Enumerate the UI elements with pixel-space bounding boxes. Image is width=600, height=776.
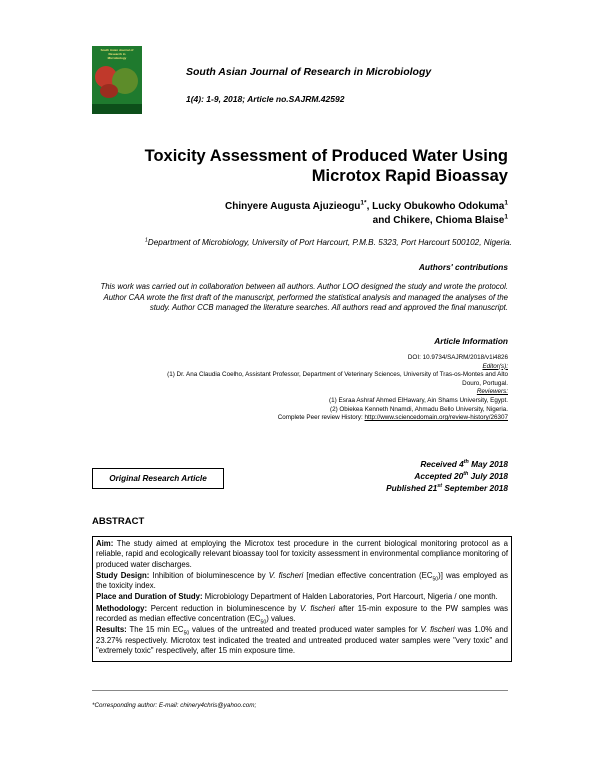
received-sup: th xyxy=(463,459,469,466)
ec-subscript: 50 xyxy=(260,619,267,626)
abstract-methodology xyxy=(96,604,508,625)
received-date xyxy=(386,458,508,470)
cover-footer-strip xyxy=(92,104,142,114)
ec-subscript: 50 xyxy=(183,630,190,637)
review-history xyxy=(88,414,508,423)
published-rest: September 2018 xyxy=(442,483,508,493)
affiliation-sup: 1 xyxy=(144,237,148,244)
article-info-block xyxy=(88,354,508,423)
author-line xyxy=(88,214,508,228)
ec-subscript: 50 xyxy=(432,576,439,583)
abstract-aim xyxy=(96,539,508,570)
title-line: Toxicity Assessment of Produced Water Using xyxy=(144,147,508,165)
method-text: ) values. xyxy=(266,614,296,624)
reviewers-label: Reviewers: xyxy=(476,388,508,396)
species-name: V. fischeri xyxy=(268,570,304,580)
title-line: Microtox Rapid Bioassay xyxy=(311,167,508,185)
contributions-text: This work was carried out in collaboration between all authors. Author LOO designed the study and wrote the protocol. Author CAA wrote the first draft of the manuscript, performed the statistical analysis and managed the analyses of the study. Author CCB managed the literature searches. All authors read and approved the final manuscript. xyxy=(100,282,508,312)
author-list xyxy=(88,200,508,228)
received-rest: May 2018 xyxy=(468,459,508,469)
affiliation-text: Department of Microbiology, University of Port Harcourt, P.M.B. 5323, Port Harcourt 500102, Nigeria. xyxy=(147,238,512,247)
results-text: The 15 min EC xyxy=(126,625,184,635)
design-label: Study Design: xyxy=(96,570,150,580)
accepted-label: Accepted 20 xyxy=(414,471,464,481)
place-label: Place and Duration of Study: xyxy=(96,592,203,602)
accepted-date xyxy=(386,470,508,482)
place-text: Microbiology Department of Halden Laboratories, Port Harcourt, Nigeria / one month. xyxy=(202,592,498,602)
aim-label: Aim: xyxy=(96,539,114,548)
abstract-box xyxy=(92,536,512,662)
cover-title-line: Microbiology xyxy=(107,56,127,60)
published-sup: st xyxy=(437,483,443,490)
affiliation xyxy=(92,238,512,247)
article-info-heading: Article Information xyxy=(434,336,508,346)
contributions-heading: Authors' contributions xyxy=(418,262,508,272)
design-text: [median effective concentration (EC xyxy=(303,570,433,580)
journal-name: South Asian Journal of Research in Microbiology xyxy=(186,66,432,78)
issue-info: 1(4): 1-9, 2018; Article no.SAJRM.42592 xyxy=(186,94,345,104)
author-name: and Chikere, Chioma Blaise xyxy=(372,215,505,226)
abstract-heading: ABSTRACT xyxy=(92,516,145,527)
abstract-results xyxy=(96,625,508,656)
editor-entry: (1) Dr. Ana Claudia Coelho, Assistant Professor, Department of Veterinary Sciences, University of Tras-os-Montes and Alto xyxy=(167,371,508,379)
author-line xyxy=(88,200,508,214)
corresponding-author-footnote: *Corresponding author: E-mail: chinery4chris@yahoo.com; xyxy=(92,702,257,709)
cover-title-line: South Asian Journal of xyxy=(100,48,134,52)
editors-label: Editor(s): xyxy=(482,362,508,370)
author-sup: 1* xyxy=(360,199,367,207)
cover-image-blob xyxy=(100,84,118,98)
design-text: )] was employed as the toxicity index. xyxy=(96,570,508,591)
article-type-box: Original Research Article xyxy=(92,468,224,489)
author-name: , Lucky Obukowho Odokuma xyxy=(366,201,505,212)
journal-cover-thumbnail xyxy=(92,46,142,114)
results-text: values of the untreated and treated produced water samples for xyxy=(189,625,421,635)
publication-dates xyxy=(386,458,508,494)
review-history-label: Complete Peer review History: xyxy=(277,414,365,422)
method-text: after 15-min exposure to the PW samples was recorded as median effective concentration (EC xyxy=(96,603,509,624)
accepted-sup: th xyxy=(463,471,469,478)
review-history-link[interactable]: http://www.sciencedomain.org/review-history/26307 xyxy=(364,414,508,422)
author-sup: 1 xyxy=(504,199,508,207)
footnote-divider xyxy=(92,690,508,691)
reviewer-entry: (1) Esraa Ashraf Ahmed ElHawary, Ain Shams University, Egypt. xyxy=(329,396,508,404)
cover-title-line: Research in xyxy=(108,52,126,56)
editor-entry-cont: Douro, Portugal. xyxy=(462,379,508,387)
published-date xyxy=(386,482,508,494)
method-text: Percent reduction in bioluminescence by xyxy=(147,603,300,613)
doi: DOI: 10.9734/SAJRM/2018/v1i4826 xyxy=(407,354,508,361)
species-name: V. fischeri xyxy=(420,625,455,635)
results-text: was 1.0% and 23.27% respectively. Microtox test indicated the treated and untreated produced water samples were "very toxic" and "extremely toxic" respectively, after 15 min exposure time. xyxy=(96,625,508,655)
author-name: Chinyere Augusta Ajuzieogu xyxy=(225,201,361,212)
method-label: Methodology: xyxy=(96,603,148,613)
reviewer-entry: (2) Obiekea Kenneth Nnamdi, Ahmadu Bello University, Nigeria. xyxy=(329,405,508,413)
species-name: V. fischeri xyxy=(299,603,336,613)
design-text: Inhibition of bioluminescence by xyxy=(149,570,269,580)
abstract-design xyxy=(96,571,508,592)
published-label: Published 21 xyxy=(386,483,438,493)
author-sup: 1 xyxy=(504,213,508,221)
paper-title xyxy=(108,146,508,186)
abstract-place xyxy=(96,592,508,602)
results-label: Results: xyxy=(96,625,127,635)
received-label: Received 4 xyxy=(420,459,464,469)
accepted-rest: July 2018 xyxy=(468,471,508,481)
aim-text: The study aimed at employing the Microtox test procedure in the current biological monitoring protocol as a reliable, rapid and ecologically relevant bioassay tool for toxicity assessment in environmental compliance monitoring of produced water discharges. xyxy=(96,539,508,569)
